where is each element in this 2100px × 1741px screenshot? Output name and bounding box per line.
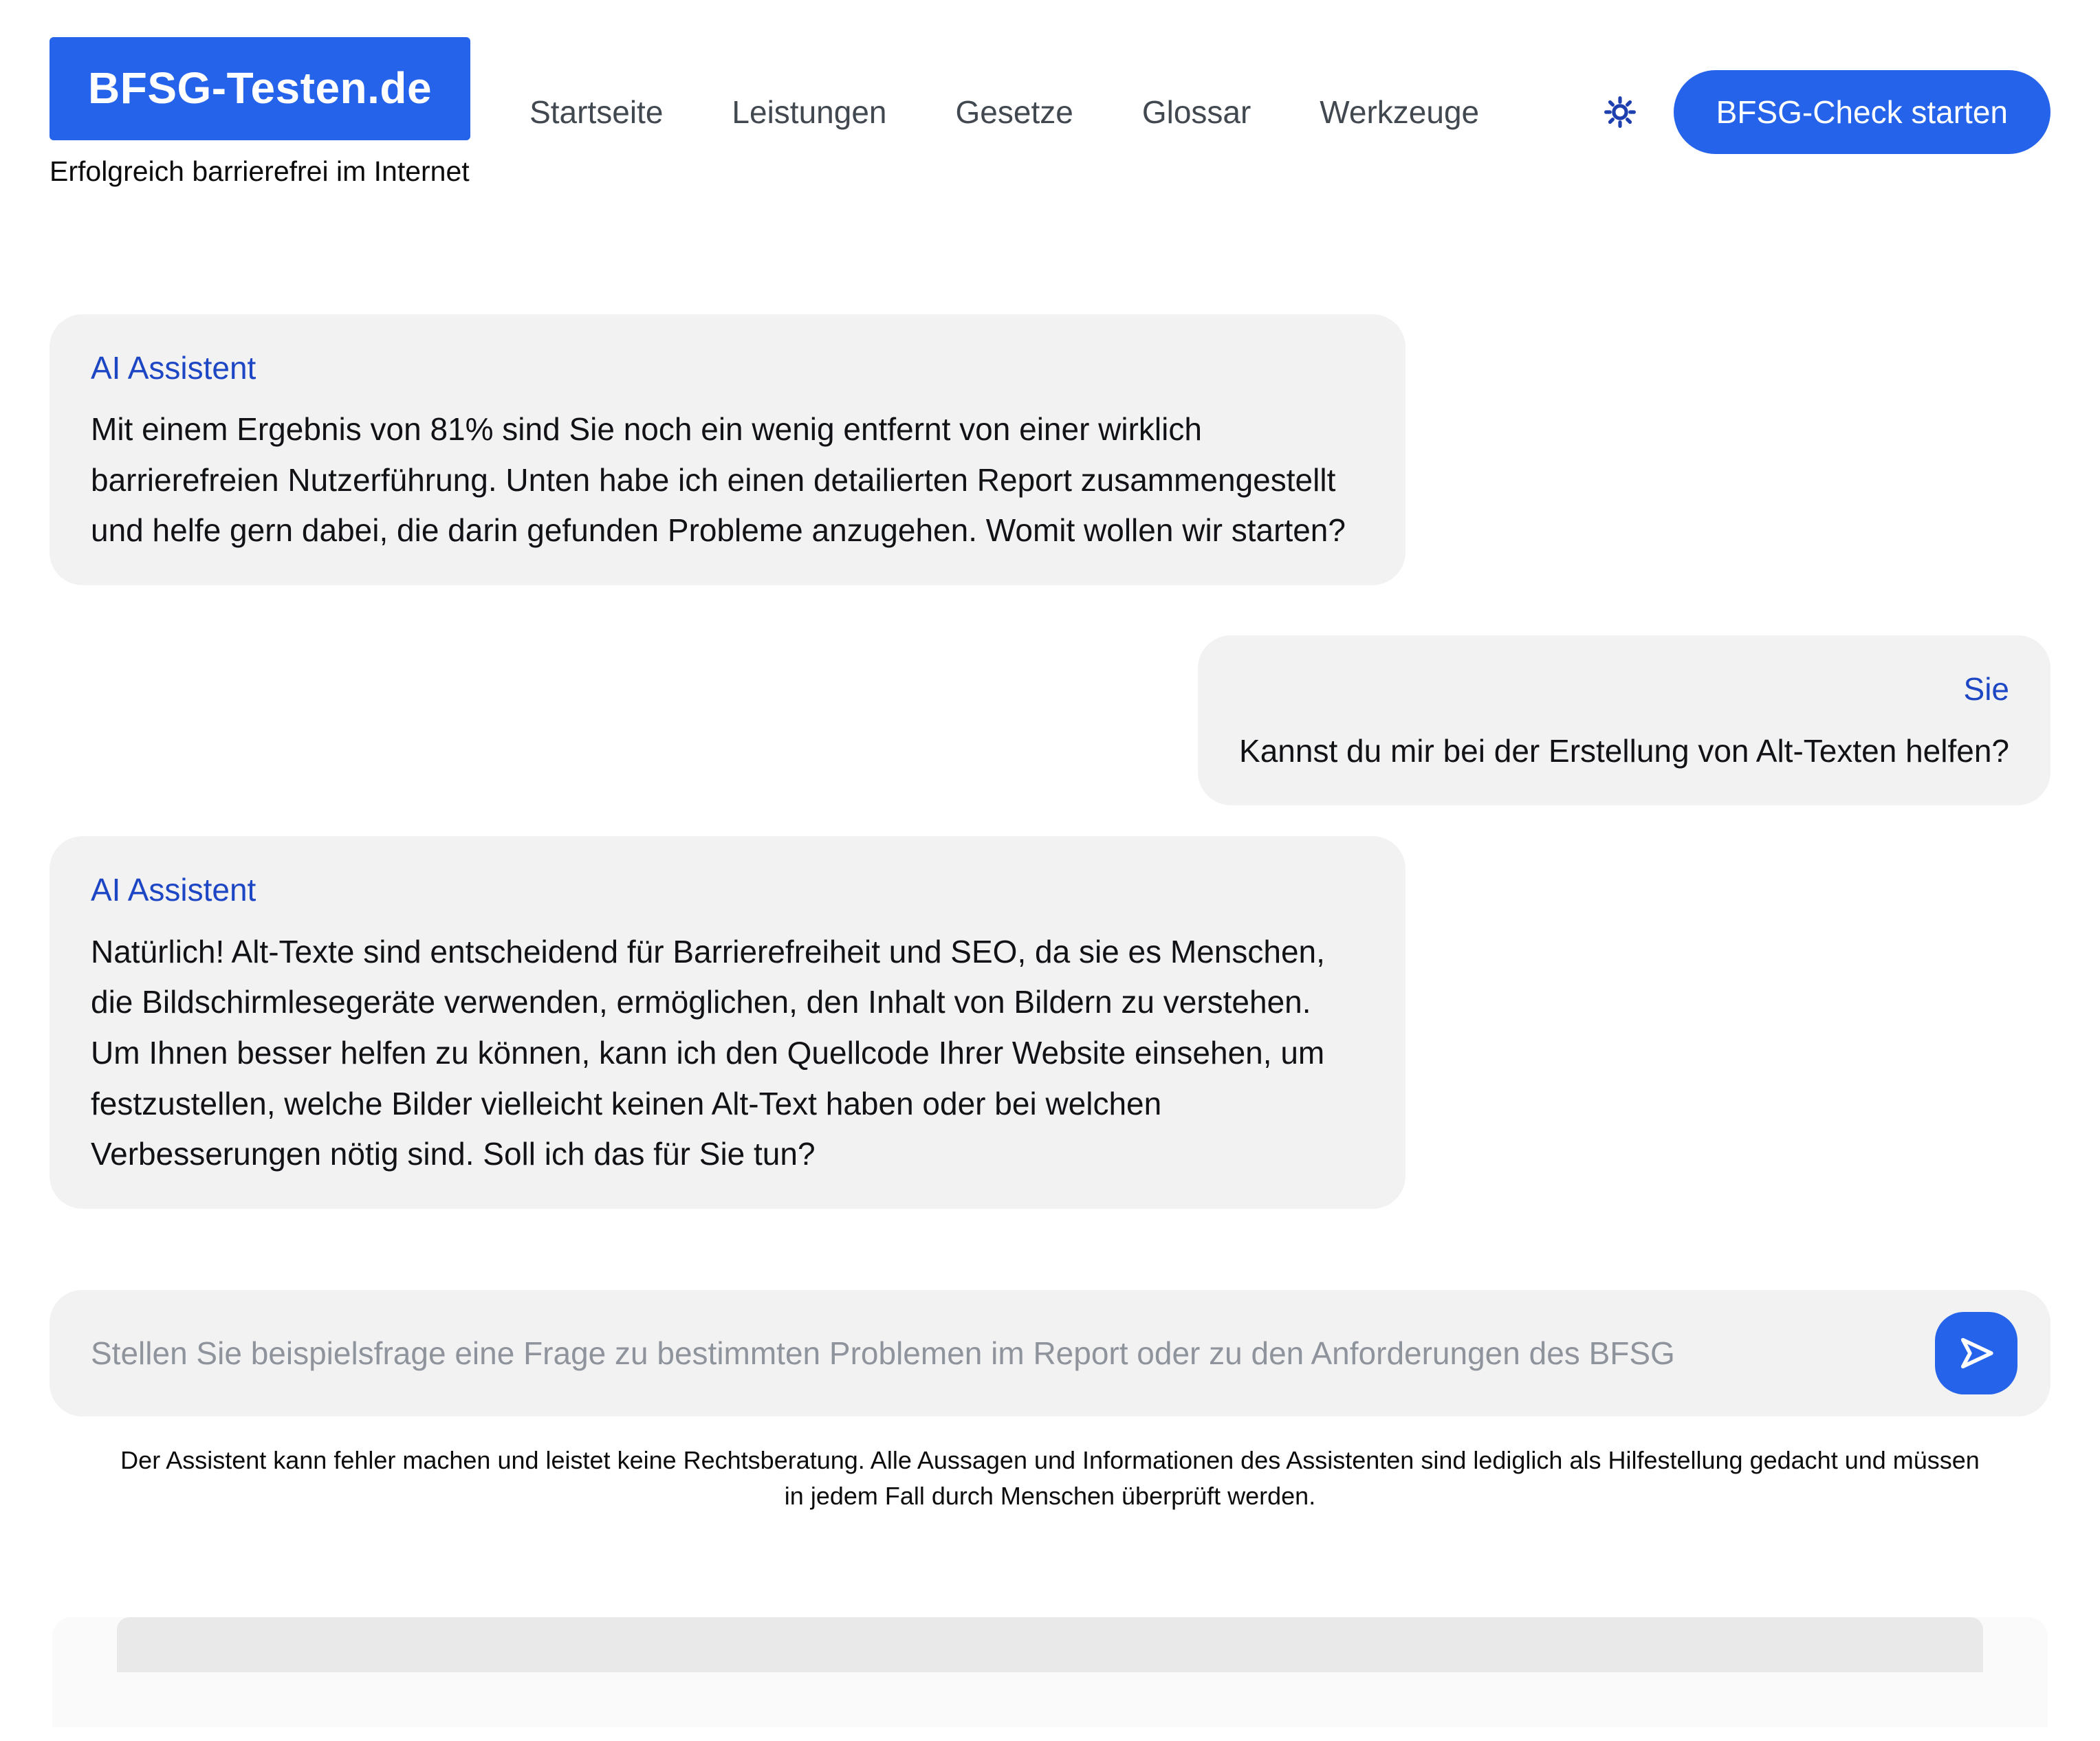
chat-input[interactable] [91,1335,1918,1372]
report-panel-header [117,1617,1983,1672]
disclaimer-line: in jedem Fall durch Menschen überprüft werden. [784,1481,1316,1510]
chat-area [0,314,2100,1515]
nav-item-gesetze[interactable]: Gesetze [955,94,1073,131]
send-button[interactable] [1935,1312,2017,1394]
user-label: Sie [1963,670,2009,707]
composer [50,1290,2050,1416]
nav-item-glossar[interactable]: Glossar [1141,94,1251,131]
nav-item-leistungen[interactable]: Leistungen [732,94,887,131]
assistant-message-bubble [50,314,1406,585]
bfsg-check-start-button[interactable]: BFSG-Check starten [1674,70,2050,154]
user-message-text: Kannst du mir bei der Erstellung von Alt-Texten helfen? [1239,732,2009,769]
report-panel [52,1617,2048,1727]
disclaimer [50,1443,2050,1514]
assistant-message-bubble [50,836,1406,1209]
nav-item-startseite[interactable]: Startseite [529,94,664,131]
assistant-message-text: Mit einem Ergebnis von 81% sind Sie noch ein wenig entfernt von einer wirklich barrierefreien Nutzerführung. Unten habe ich einen detailierten Report zusammengestellt und helfe gern dabei, die darin gefunden Probleme anzugehen. Womit wollen wir starten? [91,411,1346,549]
assistant-label: AI Assistent [91,349,256,386]
main-nav [529,94,1479,131]
assistant-label: AI Assistent [91,872,256,908]
user-message-bubble [1198,635,2050,805]
brand [50,37,470,188]
sun-icon [1602,94,1638,130]
nav-item-werkzeuge[interactable]: Werkzeuge [1320,94,1480,131]
send-icon [1955,1332,1998,1375]
header-actions [1602,70,2050,154]
theme-toggle-button[interactable] [1602,94,1638,130]
site-tagline: Erfolgreich barrierefrei im Internet [50,155,470,187]
disclaimer-line: Der Assistent kann fehler machen und leistet keine Rechtsberatung. Alle Aussagen und Informationen des Assistenten sind lediglich als Hilfestellung gedacht und müssen [120,1445,1980,1474]
assistant-message-text: Natürlich! Alt-Texte sind entscheidend für Barrierefreiheit und SEO, da sie es Menschen, die Bildschirmlesegeräte verwenden, ermöglichen, den Inhalt von Bildern zu verstehen. Um Ihnen besser helfen zu können, kann ich den Quellcode Ihrer Website einsehen, um festzustellen, welche Bilder vielleicht keinen Alt-Text haben oder bei welchen Verbesserungen nötig sind. Soll ich das für Sie tun? [91,933,1325,1172]
site-header [0,0,2100,188]
site-logo[interactable]: BFSG-Testen.de [50,37,470,140]
